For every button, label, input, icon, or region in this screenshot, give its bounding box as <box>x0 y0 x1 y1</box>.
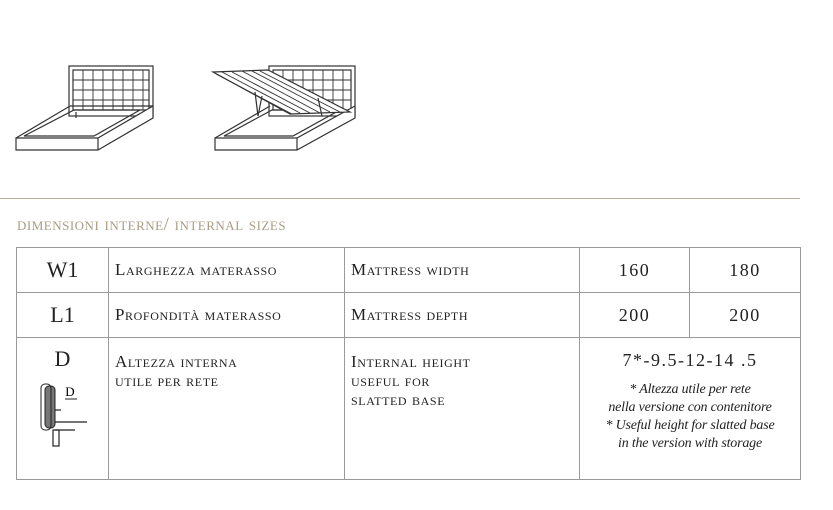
label-italian-line: utile per rete <box>115 371 219 390</box>
depth-values: 7*-9.5-12-14 .5 <box>622 350 758 370</box>
label-english: Mattress width <box>345 248 580 293</box>
bed-illustrations <box>0 0 833 170</box>
table-row <box>17 293 801 338</box>
table-row <box>17 338 801 480</box>
internal-sizes-table <box>16 247 801 480</box>
label-english-cell <box>345 338 580 480</box>
label-italian-cell <box>109 338 345 480</box>
bed-open-illustration <box>213 66 355 150</box>
row-code: W1 <box>17 248 109 293</box>
label-english-line: Internal height <box>351 352 471 371</box>
footnote-line: * Altezza utile per rete <box>629 382 751 397</box>
label-italian-line: Altezza interna <box>115 352 238 371</box>
bed-closed-illustration <box>16 66 153 150</box>
footnote <box>580 381 800 453</box>
section-title: dimensioni interne/ internal sizes <box>17 214 287 235</box>
label-english-line: slatted base <box>351 390 446 409</box>
value-180: 200 <box>690 293 801 338</box>
row-code: L1 <box>17 293 109 338</box>
value-180: 180 <box>690 248 801 293</box>
depth-values-cell <box>580 338 801 480</box>
label-english: Mattress depth <box>345 293 580 338</box>
label-english-line: useful for <box>351 371 430 390</box>
diagram-label: D <box>65 384 75 399</box>
section-divider <box>0 198 800 199</box>
label-italian: Larghezza materasso <box>109 248 345 293</box>
depth-code-cell <box>17 338 109 480</box>
row-code: D <box>54 346 71 371</box>
footnote-line: nella versione con contenitore <box>608 400 772 415</box>
label-italian: Profondità materasso <box>109 293 345 338</box>
table-row <box>17 248 801 293</box>
value-160: 200 <box>580 293 690 338</box>
footnote-line: in the version with storage <box>618 436 762 451</box>
value-160: 160 <box>580 248 690 293</box>
footnote-line: * Useful height for slatted base <box>605 418 775 433</box>
height-diagram-icon <box>39 382 89 452</box>
